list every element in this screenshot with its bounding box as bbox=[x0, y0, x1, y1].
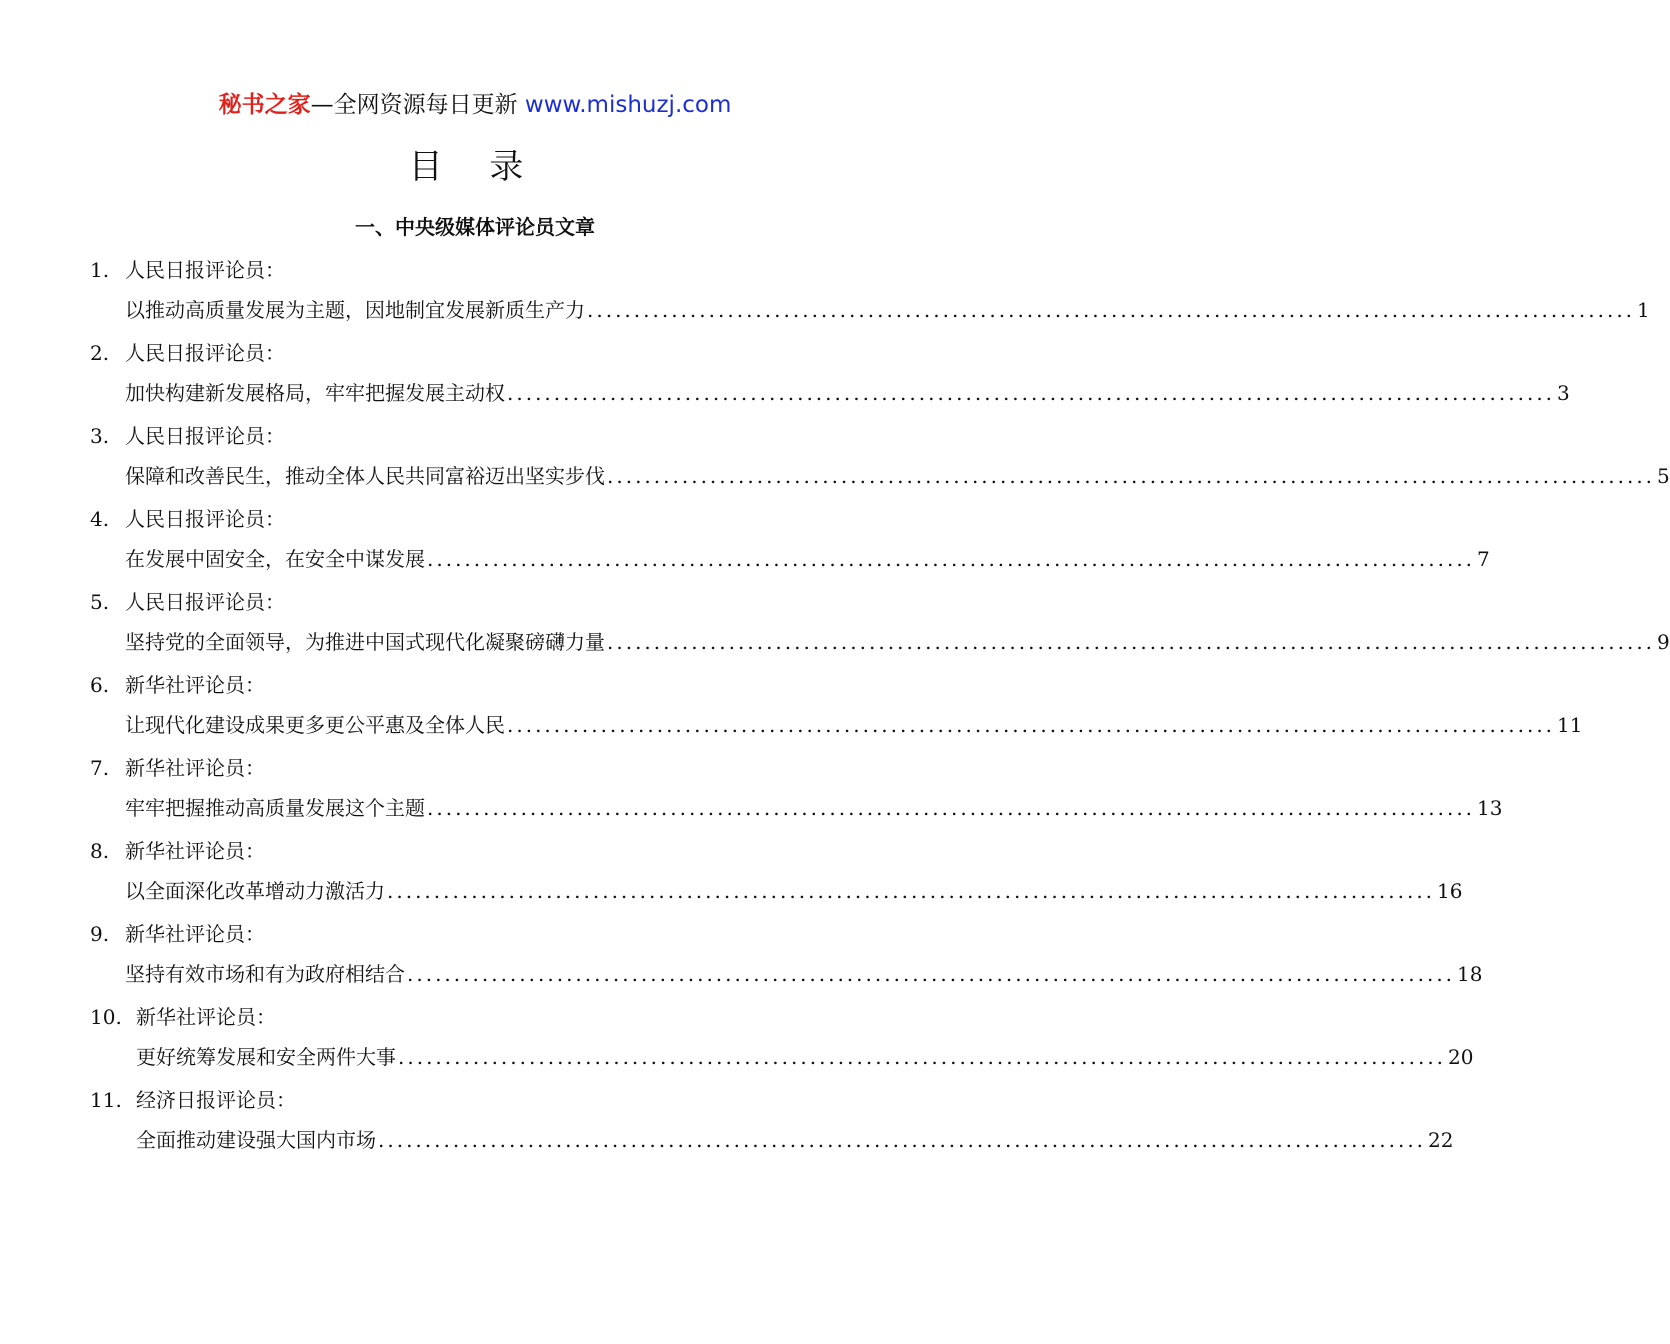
entry-number: 10. bbox=[90, 1005, 122, 1029]
site-banner bbox=[0, 88, 950, 122]
dot-leader: ................................................................................................................ bbox=[587, 298, 1636, 322]
entry-author: 新华社评论员： bbox=[125, 922, 265, 946]
entry-number: 2. bbox=[90, 341, 110, 365]
dot-leader: ................................................................................................................ bbox=[398, 1045, 1447, 1069]
site-url-link[interactable]: www.mishuzj.com bbox=[524, 92, 732, 118]
dot-leader: ................................................................................................................ bbox=[427, 547, 1476, 571]
entry-number: 7. bbox=[90, 756, 110, 780]
entry-page-number: 9 bbox=[1657, 630, 1670, 654]
entry-title[interactable]: 以推动高质量发展为主题，因地制宜发展新质生产力 bbox=[125, 298, 585, 322]
entry-author: 人民日报评论员： bbox=[125, 341, 285, 365]
entry-author: 人民日报评论员： bbox=[125, 424, 285, 448]
toc-entry[interactable] bbox=[90, 914, 1483, 997]
entry-title[interactable]: 牢牢把握推动高质量发展这个主题 bbox=[125, 796, 425, 820]
entry-title[interactable]: 全面推动建设强大国内市场 bbox=[136, 1128, 376, 1152]
toc-entry[interactable] bbox=[90, 499, 1490, 582]
entry-author: 人民日报评论员： bbox=[125, 258, 285, 282]
entry-author: 新华社评论员： bbox=[125, 756, 265, 780]
dot-leader: ................................................................................................................ bbox=[607, 630, 1656, 654]
entry-page-number: 5 bbox=[1657, 464, 1670, 488]
banner-tagline: —全网资源每日更新 bbox=[310, 92, 525, 118]
section-title: 一、中央级媒体评论员文章 bbox=[355, 215, 595, 239]
entry-number: 5. bbox=[90, 590, 110, 614]
entry-author: 新华社评论员： bbox=[125, 839, 265, 863]
entry-page-number: 18 bbox=[1457, 962, 1483, 986]
entry-author: 人民日报评论员： bbox=[125, 590, 285, 614]
toc-entry[interactable] bbox=[90, 416, 1670, 499]
toc-entry[interactable] bbox=[90, 582, 1670, 665]
dot-leader: ................................................................................................................ bbox=[507, 381, 1556, 405]
entry-number: 9. bbox=[90, 922, 110, 946]
brand-name: 秘书之家 bbox=[218, 92, 311, 118]
dot-leader: ................................................................................................................ bbox=[407, 962, 1456, 986]
entry-page-number: 20 bbox=[1448, 1045, 1474, 1069]
entry-author: 人民日报评论员： bbox=[125, 507, 285, 531]
page-title: 目 录 bbox=[408, 147, 542, 187]
dot-leader: ................................................................................................................ bbox=[607, 464, 1656, 488]
entry-title[interactable]: 坚持有效市场和有为政府相结合 bbox=[125, 962, 405, 986]
table-of-contents bbox=[90, 250, 1670, 1163]
entry-page-number: 13 bbox=[1477, 796, 1503, 820]
entry-title[interactable]: 坚持党的全面领导，为推进中国式现代化凝聚磅礴力量 bbox=[125, 630, 605, 654]
toc-entry[interactable] bbox=[90, 997, 1474, 1080]
entry-page-number: 7 bbox=[1477, 547, 1490, 571]
toc-entry[interactable] bbox=[90, 333, 1570, 416]
entry-number: 4. bbox=[90, 507, 110, 531]
entry-number: 8. bbox=[90, 839, 110, 863]
dot-leader: ................................................................................................................ bbox=[507, 713, 1556, 737]
entry-page-number: 3 bbox=[1557, 381, 1570, 405]
toc-entry[interactable] bbox=[90, 831, 1463, 914]
entry-number: 6. bbox=[90, 673, 110, 697]
entry-author: 新华社评论员： bbox=[125, 673, 265, 697]
entry-author: 经济日报评论员： bbox=[136, 1088, 296, 1112]
entry-title[interactable]: 在发展中固安全，在安全中谋发展 bbox=[125, 547, 425, 571]
entry-number: 3. bbox=[90, 424, 110, 448]
entry-number: 1. bbox=[90, 258, 110, 282]
entry-title[interactable]: 更好统筹发展和安全两件大事 bbox=[136, 1045, 396, 1069]
dot-leader: ................................................................................................................ bbox=[427, 796, 1476, 820]
toc-entry[interactable] bbox=[90, 748, 1503, 831]
entry-title[interactable]: 加快构建新发展格局，牢牢把握发展主动权 bbox=[125, 381, 505, 405]
entry-title[interactable]: 以全面深化改革增动力激活力 bbox=[125, 879, 385, 903]
toc-entry[interactable] bbox=[90, 250, 1650, 333]
toc-entry[interactable] bbox=[90, 665, 1583, 748]
dot-leader: ................................................................................................................ bbox=[387, 879, 1436, 903]
entry-number: 11. bbox=[90, 1088, 122, 1112]
entry-page-number: 22 bbox=[1428, 1128, 1454, 1152]
entry-page-number: 1 bbox=[1637, 298, 1650, 322]
toc-entry[interactable] bbox=[90, 1080, 1454, 1163]
entry-author: 新华社评论员： bbox=[136, 1005, 276, 1029]
entry-title[interactable]: 让现代化建设成果更多更公平惠及全体人民 bbox=[125, 713, 505, 737]
dot-leader: ................................................................................................................ bbox=[378, 1128, 1427, 1152]
entry-title[interactable]: 保障和改善民生，推动全体人民共同富裕迈出坚实步伐 bbox=[125, 464, 605, 488]
entry-page-number: 16 bbox=[1437, 879, 1463, 903]
entry-page-number: 11 bbox=[1557, 713, 1583, 737]
